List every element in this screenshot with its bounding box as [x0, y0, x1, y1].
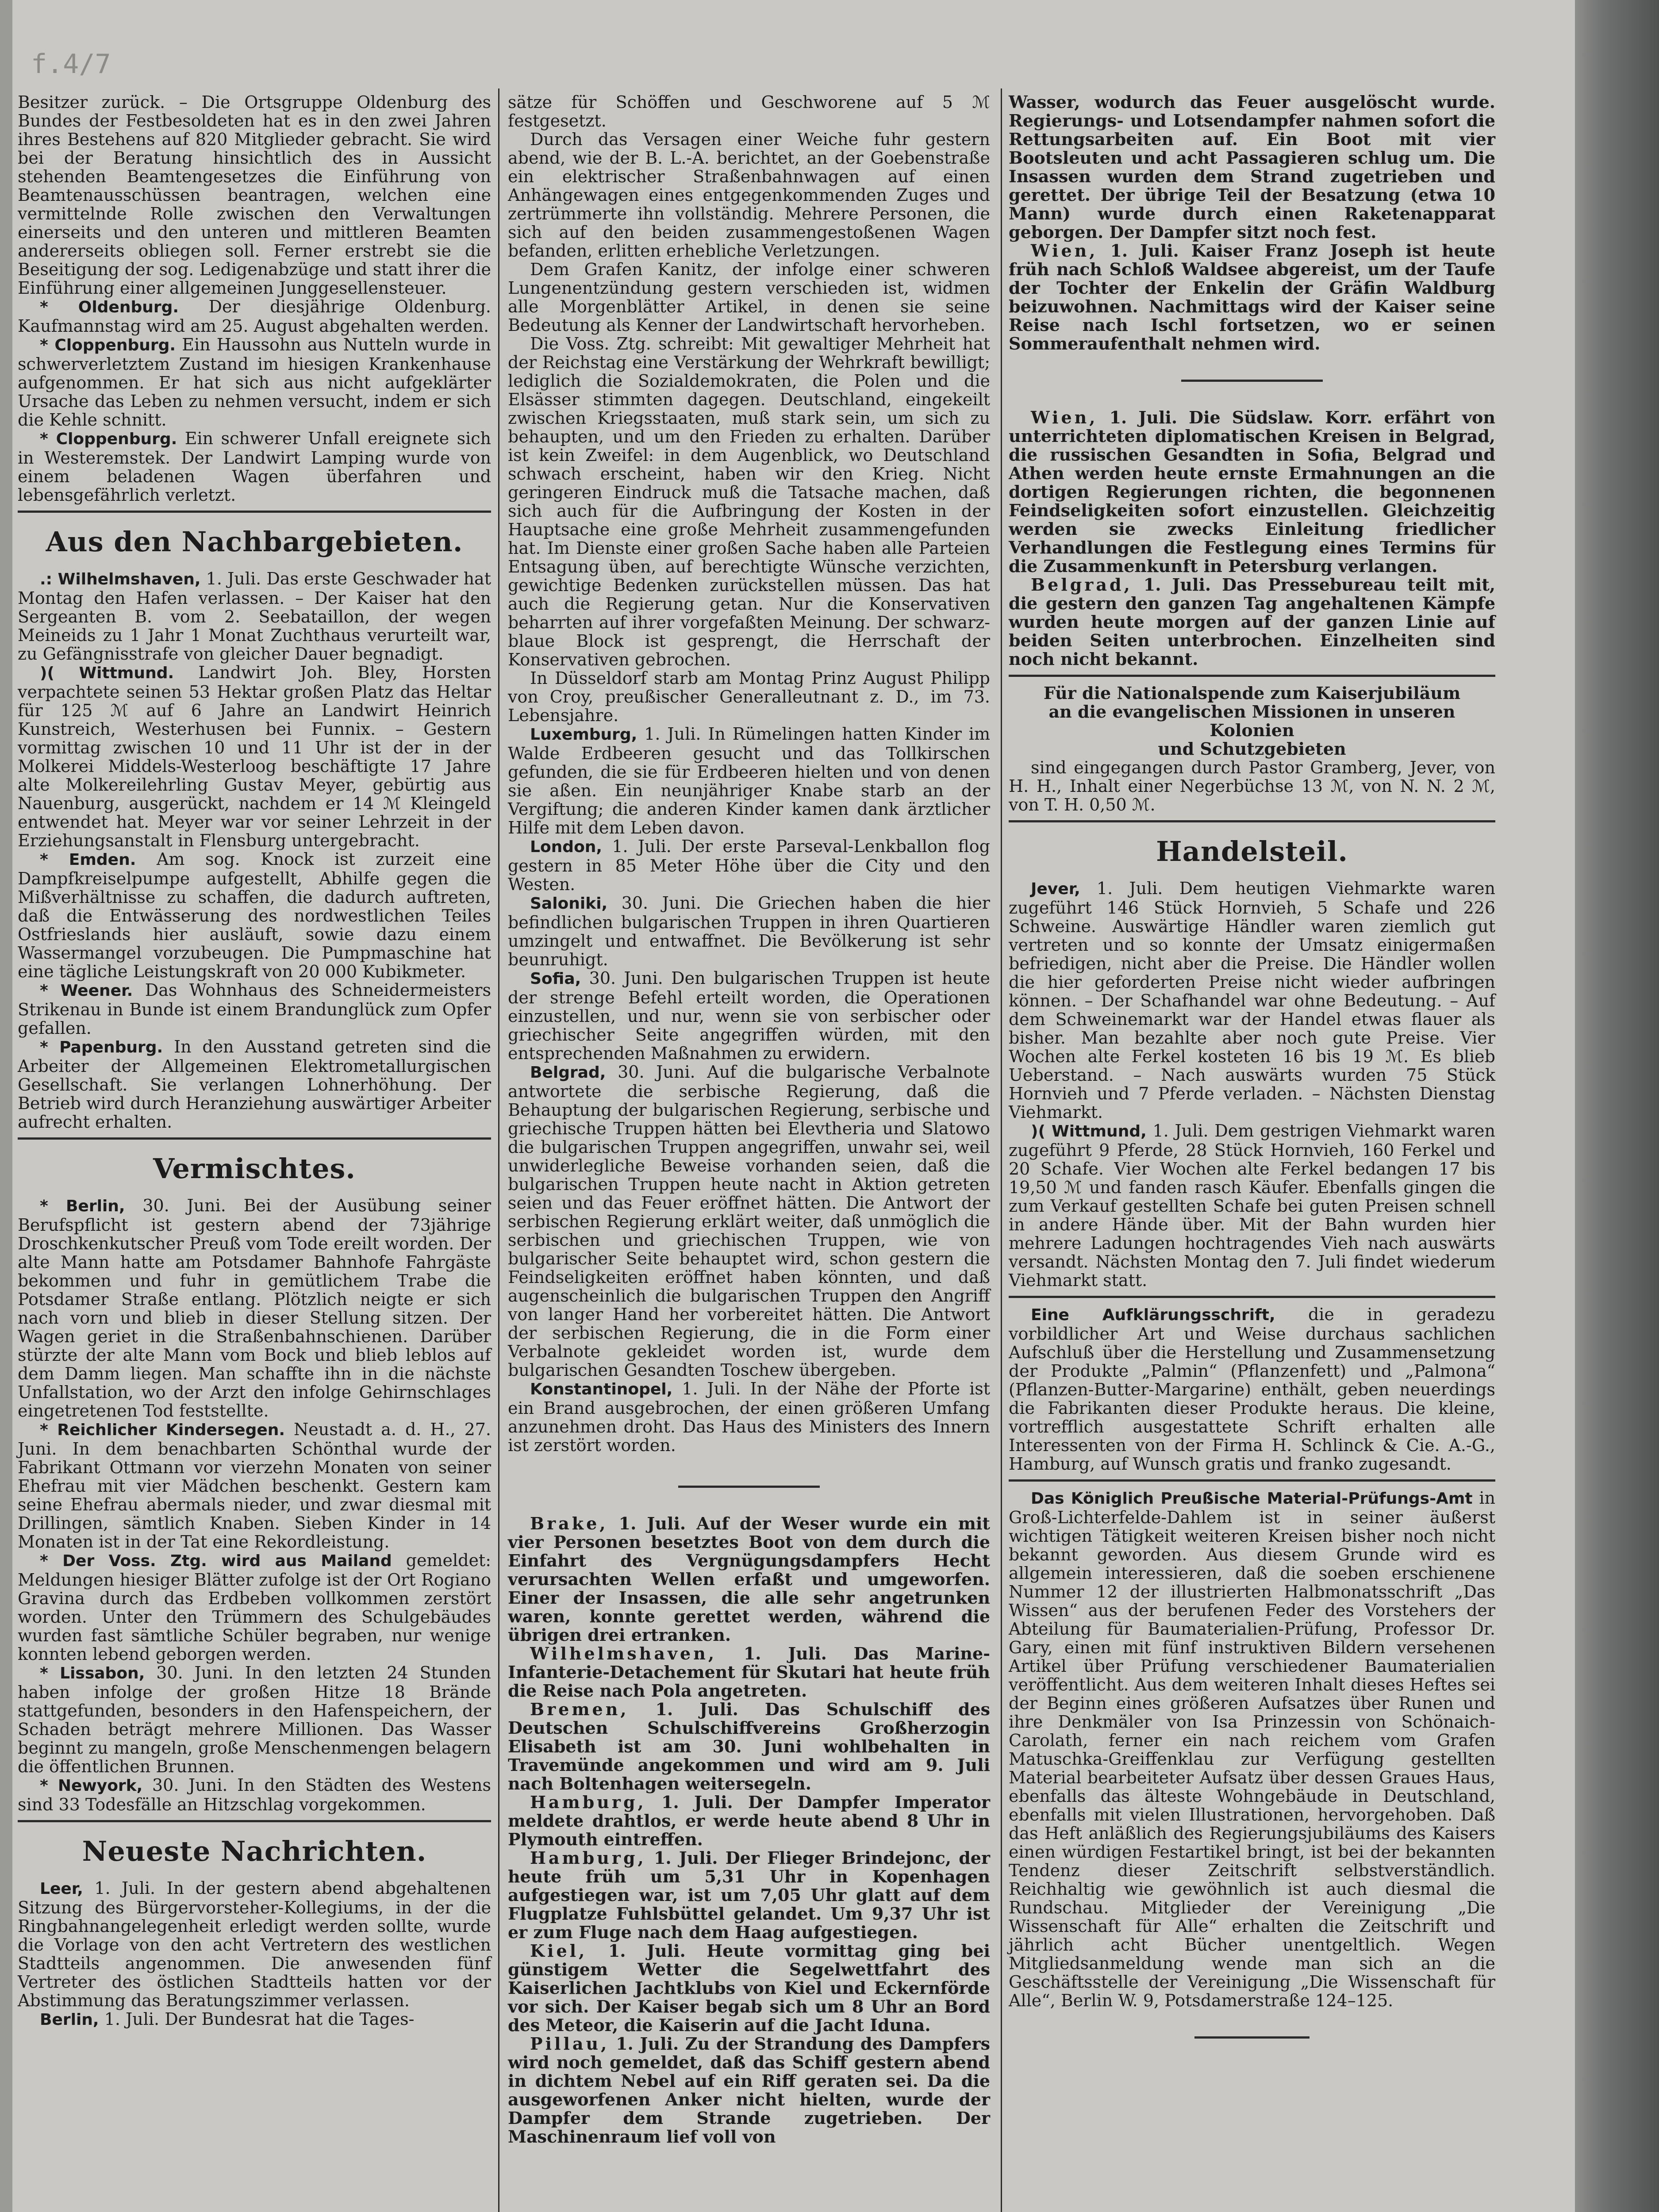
- dateline: * Lissabon,: [40, 1664, 145, 1682]
- article: [18, 569, 491, 663]
- article-text: 1. Juli. Das Marine-Infanterie-Detachement für Skutari hat heute früh die Reise nach Pola angetreten.: [508, 1644, 990, 1701]
- article: [508, 1379, 990, 1455]
- separator-rule: [1194, 2036, 1310, 2039]
- article: [18, 2010, 491, 2029]
- article-text: Ein Haussohn aus Nutteln wurde in schwerverletztem Zustand im hiesigen Krankenhause aufgenommen. Er hat sich aus nicht aufgeklärter Ursache das Leben zu nehmen versucht, indem er sich die Kehle schnitt.: [18, 335, 491, 430]
- article: [18, 429, 491, 504]
- separator-rule: [1181, 380, 1323, 382]
- article: [18, 1776, 491, 1814]
- section-heading: Aus den Nachbargebieten.: [46, 526, 463, 558]
- article: [508, 1793, 990, 1849]
- notice-title: und Schutzgebieten: [1158, 739, 1346, 759]
- article: [18, 335, 491, 429]
- article: [508, 2035, 990, 2146]
- dateline: Konstantinopel,: [530, 1380, 673, 1398]
- article-text: 1. Juli. Kaiser Franz Joseph ist heute früh nach Schloß Waldsee abgereist, um der Taufe der Tochter der Enkelin der Gräfin Waldburg beizuwohnen. Nachmittags wird der Kaiser seine Reise nach Ischl fortsetzen, wo er seinen Sommeraufenthalt nehmen wird.: [1009, 241, 1495, 353]
- dateline: * Oldenburg.: [40, 298, 179, 316]
- section-rule: [1009, 1479, 1495, 1482]
- dateline: Belgrad,: [530, 1064, 606, 1082]
- dateline: * Weener.: [40, 982, 133, 1000]
- dateline: * Cloppenburg.: [40, 430, 177, 448]
- column-1: [18, 93, 491, 2029]
- article-text: In Düsseldorf starb am Montag Prinz August Philipp von Croy, preußischer Generalleutnant z. D., im 73. Lebensjahre.: [508, 668, 990, 725]
- telegram-block: [1009, 93, 1495, 353]
- article: [18, 981, 491, 1037]
- dateline: Wien,: [1031, 407, 1098, 427]
- article: [18, 1037, 491, 1131]
- article-text: 30. Juni. Auf die bulgarische Verbalnote antwortete die serbische Regierung, daß die Behauptung der bulgarischen Regierung, serbische und griechische Truppen hätten bei Elevtheria und Slatowo die bulgarischen Truppen angegriffen, unwahr sei, weil unwiderlegliche Beweise vorhanden seien, daß die bulgarischen Truppen heute nacht in Aktion getreten seien und das Feuer eröffnet hätten. Die Antwort der serbischen Regierung erklärt weiter, daß unmöglich die serbischen und griechischen Truppen, wie von bulgarischer Seite behauptet wird, schon gestern die Feindseligkeiten eröffnet haben könnten, und daß augenscheinlich die bulgarischen Truppen den Angriff von langer Hand her vorbereitet hätten. Die Antwort der serbischen Regierung, die in die Form einer Verbalnote gekleidet worden ist, wurde dem bulgarischen Gesandten Toschew übergeben.: [508, 1062, 990, 1380]
- article-text: 1. Juli. Der Flieger Brindejonc, der heute früh um 5,31 Uhr in Kopenhagen aufgestiegen war, ist um 7,05 Uhr glatt auf dem Flugplatze Fuhlsbüttel gelandet. Um 9,37 Uhr ist er zum Fluge nach dem Haag aufgestiegen.: [508, 1848, 990, 1942]
- article-text: Das Wohnhaus des Schneidermeisters Strikenau in Bunde ist einem Brandunglück zum Opfer gefallen.: [18, 980, 491, 1038]
- article: [508, 837, 990, 894]
- article-text: 1. Juli. Die Südslaw. Korr. erfährt von unterrichteten diplomatischen Kreisen in Belgrad, die russischen Gesandten in Sofia, Belgrad und Athen werden heute ernste Ermahnungen an die dortigen Regierungen richten, die begonnenen Feindseligkeiten sofort einzustellen. Gleichzeitig werden sie zwecks Einleitung friedlicher Verhandlungen die Festlegung eines Termins für die Zusammenkunft in Petersburg verlangen.: [1009, 407, 1495, 576]
- dateline: Eine Aufklärungsschrift,: [1031, 1306, 1275, 1324]
- article: [1009, 879, 1495, 1121]
- article-text: 1. Juli. In der gestern abend abgehaltenen Sitzung des Bürgervorsteher-Kollegiums, in der die Ringbahnangelegenheit erledigt werden sollte, wurde die Vorlage von den acht Vertretern des westlichen Stadtteils angenommen. Die anwesenden fünf Vertreter des östlichen Stadtteils hatten vor der Abstimmung das Beratungszimmer verlassen.: [18, 1878, 491, 2010]
- section-heading: Vermischtes.: [153, 1152, 356, 1185]
- article: [18, 1196, 491, 1420]
- article-text: 1. Juli. In der Nähe der Pforte ist ein Brand ausgebrochen, der einen größeren Umfang anzunehmen droht. Das Haus des Ministers des Innern ist zerstört worden.: [508, 1379, 990, 1455]
- article-text: 1. Juli. Das erste Geschwader hat Montag den Hafen verlassen. – Der Kaiser hat den Sergeanten B. vom 2. Seebataillon, der wegen Meineids zu 1 Jahr 1 Monat Zuchthaus verurteilt war, zu Gefängnisstrafe von gleicher Dauer begnadigt.: [18, 569, 491, 664]
- telegram-block: [508, 1514, 990, 2146]
- dateline: Hamburg,: [530, 1848, 646, 1868]
- section-rule: [1009, 675, 1495, 677]
- column-2: [508, 93, 990, 2146]
- article: [508, 1700, 990, 1793]
- article-text: 1. Juli. Auf der Weser wurde ein mit vier Personen besetztes Boot von dem durch die Einfahrt des Vergnügungsdampfers Hecht verursachten Wellen erfaßt und umgeworfen. Einer der Insassen, die alle sehr angetrunken waren, konnte gerettet werden, während die übrigen drei ertranken.: [508, 1513, 990, 1645]
- article-text: 1. Juli. Heute vormittag ging bei günstigem Wetter die Segelwettfahrt des Kaiserlichen Jachtklubs von Kiel und Eckernförde vor sich. Der Kaiser begab sich um 8 Uhr an Bord des Meteor, die Kaiserin auf die Jacht Iduna.: [508, 1941, 990, 2035]
- dateline: Wilhelmshaven,: [530, 1644, 717, 1663]
- article: [508, 1063, 990, 1379]
- dateline: .: Wilhelmshaven,: [40, 570, 201, 588]
- article: [1009, 408, 1495, 576]
- article-text: 1. Juli. Der erste Parseval-Lenkballon flog gestern in 85 Meter Höhe über die City und den Westen.: [508, 837, 990, 894]
- section-rule: [1009, 1296, 1495, 1298]
- dateline: Das Königlich Preußische Material-Prüfungs-Amt: [1031, 1490, 1473, 1508]
- dateline: Brake,: [530, 1513, 608, 1533]
- article-text: sätze für Schöffen und Geschworene auf 5 ℳ festgesetzt.: [508, 92, 990, 131]
- dateline: )( Wittmund,: [1031, 1122, 1147, 1141]
- article: [18, 850, 491, 981]
- dateline: Bremen,: [530, 1699, 629, 1719]
- dateline: )( Wittmund.: [40, 664, 174, 682]
- article-text: 30. Juni. In den letzten 24 Stunden haben infolge der großen Hitze 18 Brände stattgefunden, besonders in den Hafenspeichern, der Schaden beträgt mehrere Millionen. Das Wasser beginnt zu mangeln, große Menschenmengen belagern die öffentlichen Brunnen.: [18, 1663, 491, 1776]
- corner-mark: f.4/7: [31, 49, 111, 80]
- article: [508, 969, 990, 1063]
- article-text: Der diesjährige Oldenburg. Kaufmannstag wird am 25. August abgehalten werden.: [18, 297, 491, 336]
- article: [1009, 242, 1495, 353]
- article-text: 1. Juli. Das Schulschiff des Deutschen Schulschiffvereins Großherzogin Elisabeth ist am 30. Juni wohlbehalten in Travemünde angekommen und wird am 9. Juli nach Boltenhagen weitersegeln.: [508, 1699, 990, 1793]
- article-text: 1. Juli. Das Pressebureau teilt mit, die gestern den ganzen Tag angehaltenen Kämpfe wurden heute morgen auf der ganzen Linie auf beiden Seiten unterbrochen. Einzelheiten sind noch nicht bekannt.: [1009, 575, 1495, 669]
- dateline: Jever,: [1031, 880, 1080, 898]
- article-text: 1. Juli. Dem gestrigen Viehmarkt waren zugeführt 9 Pferde, 28 Stück Hornvieh, 160 Ferkel und 20 Schafe. Vier Wochen alte Ferkel bedangen 17 bis 19,50 ℳ und fanden rasch Käufer. Ebenfalls gingen die zum Verkauf gestellten Schafe bei guten Preisen schnell in andere Hände über. Mit der Bahn wurden hier mehrere Ladungen hochtragendes Vieh nach auswärts versandt. Nächsten Montag den 7. Juli findet wiederum Viehmarkt statt.: [1009, 1121, 1495, 1290]
- article: [1009, 576, 1495, 668]
- dateline: Leer,: [40, 1880, 83, 1898]
- section-rule: [18, 1137, 491, 1140]
- article: [1009, 1121, 1495, 1290]
- article: [18, 1420, 491, 1551]
- dateline: * Berlin,: [40, 1197, 125, 1215]
- article-text: Landwirt Joh. Bley, Horsten verpachtete seinen 53 Hektar großen Platz das Heltar für 125 ℳ auf 6 Jahre an Landwirt Heinrich Kunstreich, Westerhusen bei Funnix. – Gestern vormittag zwischen 10 und 11 Uhr ist der in der Molkerei Middels-Westerloog beschäftigte 17 Jahre alte Molkereilehrling Gustav Meyer, gebürtig aus Nauenburg, ausgerückt, nachdem er 14 ℳ Kleingeld entwendet hat. Meyer war vor seiner Lehrzeit in der Erziehungsanstalt in Flensburg untergebracht.: [18, 663, 491, 850]
- notice-title: Für die Nationalspende zum Kaiserjubiläum: [1043, 683, 1461, 703]
- article-text: Ein schwerer Unfall ereignete sich in Westeremstek. Der Landwirt Lamping wurde von einem beladenen Wagen überfahren und lebensgefährlich verletzt.: [18, 429, 491, 505]
- article-text: In den Ausstand getreten sind die Arbeiter der Allgemeinen Elektrometallurgischen Gesellschaft. Sie verlangen Lohnerhöhung. Der Betrieb wird durch Heranziehung auswärtiger Arbeiter aufrecht erhalten.: [18, 1037, 491, 1132]
- article-text: gemeldet: Meldungen hiesiger Blätter zufolge ist der Ort Rogiano Gravina durch das Erdbeben vollkommen zerstört worden. Unter den Trümmern des Schulgebäudes wurden fast sämtliche Schüler begraben, nur wenige konnten lebend geborgen werden.: [18, 1551, 491, 1664]
- dateline: * Reichlicher Kindersegen.: [40, 1421, 285, 1439]
- article: [508, 1514, 990, 1644]
- column-divider: [1001, 88, 1002, 2212]
- article-text: die in geradezu vorbildlicher Art und Weise durchaus sachlichen Aufschluß über die Herstellung und Zusammensetzung der Produkte „Palmin“ (Pflanzenfett) und „Palmona“ (Pflanzen-Butter-Margarine) enthält, geben neuerdings die Fabrikanten dieser Produkte heraus. Die kleine, vortrefflich ausgestattete Schrift erhalten alle Interessenten von der Firma H. Schlinck & Cie. A.-G., Hamburg, auf Wunsch gratis und franko zugesandt.: [1009, 1305, 1495, 1474]
- article-text: Dem Grafen Kanitz, der infolge einer schweren Lungenentzündung gestern verschieden ist, widmen alle Morgenblätter Artikel, in denen sie seine Bedeutung als Kenner der Landwirtschaft hervorheben.: [508, 260, 990, 335]
- article: [508, 1849, 990, 1942]
- notice-title: an die evangelischen Missionen in unseren Kolonien: [1048, 702, 1455, 740]
- dateline: Saloniki,: [530, 895, 608, 913]
- article: [508, 1644, 990, 1700]
- dateline: * Newyork,: [40, 1777, 143, 1795]
- article: [508, 1942, 990, 2035]
- dateline: London,: [530, 838, 603, 856]
- dateline: Pillau,: [530, 2034, 610, 2054]
- article-text: Wasser, wodurch das Feuer ausgelöscht wurde. Regierungs- und Lotsendampfer nahmen sofort die Rettungsarbeiten auf. Ein Boot mit vier Bootsleuten und acht Passagieren schlug um. Die Insassen wurden dem Strand zugetrieben und gerettet. Der übrige Teil der Besatzung (etwa 10 Mann) wurde durch einen Raketenapparat geborgen. Der Dampfer sitzt noch fest.: [1009, 92, 1495, 242]
- article: [508, 894, 990, 969]
- article-text: Besitzer zurück. – Die Ortsgruppe Oldenburg des Bundes der Festbesoldeten hat es in den zwei Jahren ihres Bestehens auf 820 Mitglieder gebracht. Sie wird bei der Beratung hinsichtlich des in Aussicht stehenden Beamtengesetzes die Einführung von Beamtenausschüssen beantragen, welchen eine vermittelnde Rolle zwischen den Verwaltungen einerseits und den unteren und mittleren Beamten andererseits obliegen soll. Ferner erstrebt sie die Beseitigung der sog. Ledigenabzüge und statt ihrer die Einführung einer allgemeinen Junggesellensteuer.: [18, 92, 491, 298]
- dateline: Wien,: [1031, 241, 1098, 261]
- separator-rule: [678, 1486, 820, 1488]
- article-text: Neustadt a. d. H., 27. Juni. In dem benachbarten Schönthal wurde der Fabrikant Ottmann vor vierzehn Monaten von seiner Ehefrau mit vier Mädchen beschenkt. Gestern kam seine Ehefrau abermals nieder, und zwar diesmal mit Drillingen, sämtlich Knaben. Sieben Kinder in 14 Monaten ist in der Tat eine Rekordleistung.: [18, 1420, 492, 1551]
- article-text: 30. Juni. Den bulgarischen Truppen ist heute der strenge Befehl erteilt worden, die Operationen einzustellen, und nur, wenn sie von serbischer oder griechischer Seite angegriffen würden, mit den entsprechenden Maßnahmen zu erwidern.: [508, 968, 990, 1063]
- article-text: in Groß-Lichterfelde-Dahlem ist in seiner äußerst wichtigen Tätigkeit weiteren Kreisen bisher noch nicht bekannt geworden. Aus diesem Grunde wird es allgemein interessieren, daß die soeben erschienene Nummer 12 der illustrierten Halbmonatsschrift „Das Wissen“ aus der berufenen Feder des Vorstehers der Abteilung für Baumaterialien-Prüfung, Professor Dr. Gary, einen mit fünf instruktiven Bildern versehenen Artikel über Prüfung verschiedener Baumaterialien veröffentlicht. Aus dem weiteren Inhalt dieses Heftes sei der Beginn eines größeren Aufsatzes über Runen und ihre Denkmäler von Isa Prinzessin von Schönaich-Carolath, ferner ein nach reichem vom Grafen Matuschka-Greiffenklau zur Verfügung gestellten Material bearbeiteter Aufsatz über dessen Graues Haus, ebenfalls das älteste Wohngebäude in Deutschland, ebenfalls mit vielen Illustrationen, hervorgehoben. Daß das Heft anläßlich des Regierungsjubiläums des Kaisers einen würdigen Festartikel bringt, ist bei der bekannten Tendenz dieser Zeitschrift selbstverständlich. Reichhaltig wie gewöhnlich ist auch diesmal die Rundschau. Mitglieder der Vereinigung „Die Wissenschaft für Alle“ erhalten die Zeitschrift und jährlich acht Bücher unentgeltlich. Wegen Mitgliedsanmeldung wende man sich an die Geschäftsstelle der Vereinigung „Die Wissenschaft für Alle“, Berlin W. 9, Potsdamerstraße 124–125.: [1009, 1488, 1495, 2010]
- section-rule: [18, 1820, 491, 1822]
- article: [1009, 1305, 1495, 1473]
- article-text: 1. Juli. In Rümelingen hatten Kinder im Walde Erdbeeren gesucht und das Tollkirschen gefunden, die sie für Erdbeeren hielten und von denen sie aßen. Ein neunjähriger Knabe starb an der Vergiftung; die anderen Kinder kamen dank ärztlicher Hilfe mit dem Leben davon.: [508, 724, 990, 837]
- article-text: 1. Juli. Der Bundesrat hat die Tages-: [104, 2009, 415, 2029]
- article: [508, 725, 990, 837]
- page-edge: [1575, 0, 1659, 2212]
- dateline: * Papenburg.: [40, 1038, 163, 1056]
- article: [18, 297, 491, 335]
- article-text: 30. Juni. Bei der Ausübung seiner Berufspflicht ist gestern abend der 73jährige Droschkenkutscher Preuß vom Tode ereilt worden. Der alte Mann hatte am Potsdamer Bahnhofe Fahrgäste bekommen und fuhr in gemütlichem Trabe die Potsdamer Straße entlang. Plötzlich neigte er sich nach vorn und blieb in dieser Stellung sitzen. Der Wagen geriet in die Straßenbahnschienen. Darüber stürzte der alte Mann vom Bock und blieb leblos auf dem Damm liegen. Man schaffte ihn in die nächste Unfallstation, wo der Arzt den infolge Gehirnschlages eingetretenen Tod feststellte.: [18, 1196, 492, 1421]
- binding-edge: [0, 0, 12, 2212]
- notice-text: sind eingegangen durch Pastor Gramberg, Jever, von H. H., Inhalt einer Negerbüchse 13 ℳ, von N. N. 2 ℳ, von T. H. 0,50 ℳ.: [1009, 758, 1495, 814]
- telegram-block: [1009, 408, 1495, 668]
- dateline: * Der Voss. Ztg. wird aus Mailand: [40, 1552, 392, 1570]
- section-heading: Neueste Nachrichten.: [82, 1835, 427, 1867]
- section-heading: Handelsteil.: [1156, 835, 1348, 868]
- dateline: Belgrad,: [1031, 575, 1133, 595]
- article-text: 1. Juli. Dem heutigen Viehmarkte waren zugeführt 146 Stück Hornvieh, 5 Schafe und 226 Schweine. Auswärtige Händler waren ziemlich gut vertreten und so konnte der Umsatz einigermaßen befriedigen, nicht aber die Preise. Die Händler wollen die hier geforderten Preise nicht wieder aufbringen können. – Der Schafhandel war ohne Bedeutung. – Auf dem Schweinemarkt war der Handel etwas flauer als bisher. Man bezahlte aber noch gute Preise. Vier Wochen alte Ferkel kosteten 16 bis 19 ℳ. Es blieb Ueberstand. – Nach auswärts wurden 75 Stück Hornvieh und 7 Pferde verladen. – Nächsten Dienstag Viehmarkt.: [1009, 879, 1495, 1122]
- article: [1009, 1489, 1495, 2010]
- article-text: Am sog. Knock ist zurzeit eine Dampfkreiselpumpe aufgestellt, Abhilfe gegen die Mißverhältnisse zu schaffen, die dadurch auftreten, daß die Entwässerung des nordwestlichen Teiles Ostfrieslands hier ausläuft, sowie dazu einem Wassermangel vorzubeugen. Die Pumpmaschine hat eine tägliche Leistungskraft von 20 000 Kubikmeter.: [18, 849, 491, 981]
- dateline: * Emden.: [40, 851, 136, 869]
- article-text: 1. Juli. Der Dampfer Imperator meldete drahtlos, er werde heute abend 8 Uhr in Plymouth eintreffen.: [508, 1792, 991, 1849]
- article-text: Durch das Versagen einer Weiche fuhr gestern abend, wie der B. L.-A. berichtet, an der Goebenstraße ein elektrischer Straßenbahnwagen auf einen Anhängewagen eines entgegenkommenden Zuges und zertrümmerte ihn vollständig. Mehrere Personen, die sich auf den beiden zusammengestoßenen Wagen befanden, erlitten erhebliche Verletzungen.: [508, 130, 990, 261]
- article: [18, 1879, 491, 2010]
- section-rule: [1009, 820, 1495, 822]
- column-3: [1009, 93, 1495, 2039]
- article: [18, 1663, 491, 1776]
- column-divider: [498, 88, 499, 2212]
- dateline: Hamburg,: [530, 1792, 646, 1812]
- article-text: 30. Juni. Die Griechen haben die hier befindlichen bulgarischen Truppen in ihren Quartieren umzingelt und entwaffnet. Die Bevölkerung ist sehr beunruhigt.: [508, 893, 990, 969]
- article: [18, 1551, 491, 1663]
- article-text: 1. Juli. Zu der Strandung des Dampfers wird noch gemeldet, daß das Schiff gestern abend in dichtem Nebel auf ein Riff geraten sei. Da die ausgeworfenen Anker nicht hielten, wurde der Dampfer dem Strande zugetrieben. Der Maschinenraum lief voll von: [508, 2034, 990, 2147]
- dateline: * Cloppenburg.: [40, 336, 176, 354]
- article: [18, 663, 491, 850]
- dateline: Sofia,: [530, 970, 581, 988]
- section-rule: [18, 511, 491, 513]
- article-text: Die Voss. Ztg. schreibt: Mit gewaltiger Mehrheit hat der Reichstag eine Verstärkung der Wehrkraft bewilligt; lediglich die Sozialdemokraten, die Polen und die Elsässer stimmten dagegen. Deutschland, eingekeilt zwischen Kriegsstaaten, muß stark sein, um sich zu behaupten, und um den Frieden zu erhalten. Darüber ist kein Zweifel: in dem Augenblick, wo Deutschland schwach erscheint, haben wir den Krieg. Nicht geringeren Eindruck muß die Tatsache machen, daß sich auch für die Aufbringung der Kosten in der Hauptsache eine große Mehrheit zusammengefunden hat. Im Dienste einer großen Sache haben alle Parteien Entsagung üben, auf berechtigte Wünsche verzichten, gewichtige Bedenken zurückstellen müssen. Das hat auch die Regierung getan. Nur die Konservativen beharrten auf ihrer vorgefaßten Meinung. Der schwarz-blaue Block ist gesprengt, die Herrschaft der Konservativen gebrochen.: [508, 334, 990, 669]
- dateline: Berlin,: [40, 2011, 99, 2029]
- article-text: 30. Juni. In den Städten des Westens sind 33 Todesfälle an Hitzschlag vorgekommen.: [18, 1775, 491, 1814]
- dateline: Kiel,: [530, 1941, 588, 1961]
- dateline: Luxemburg,: [530, 726, 637, 744]
